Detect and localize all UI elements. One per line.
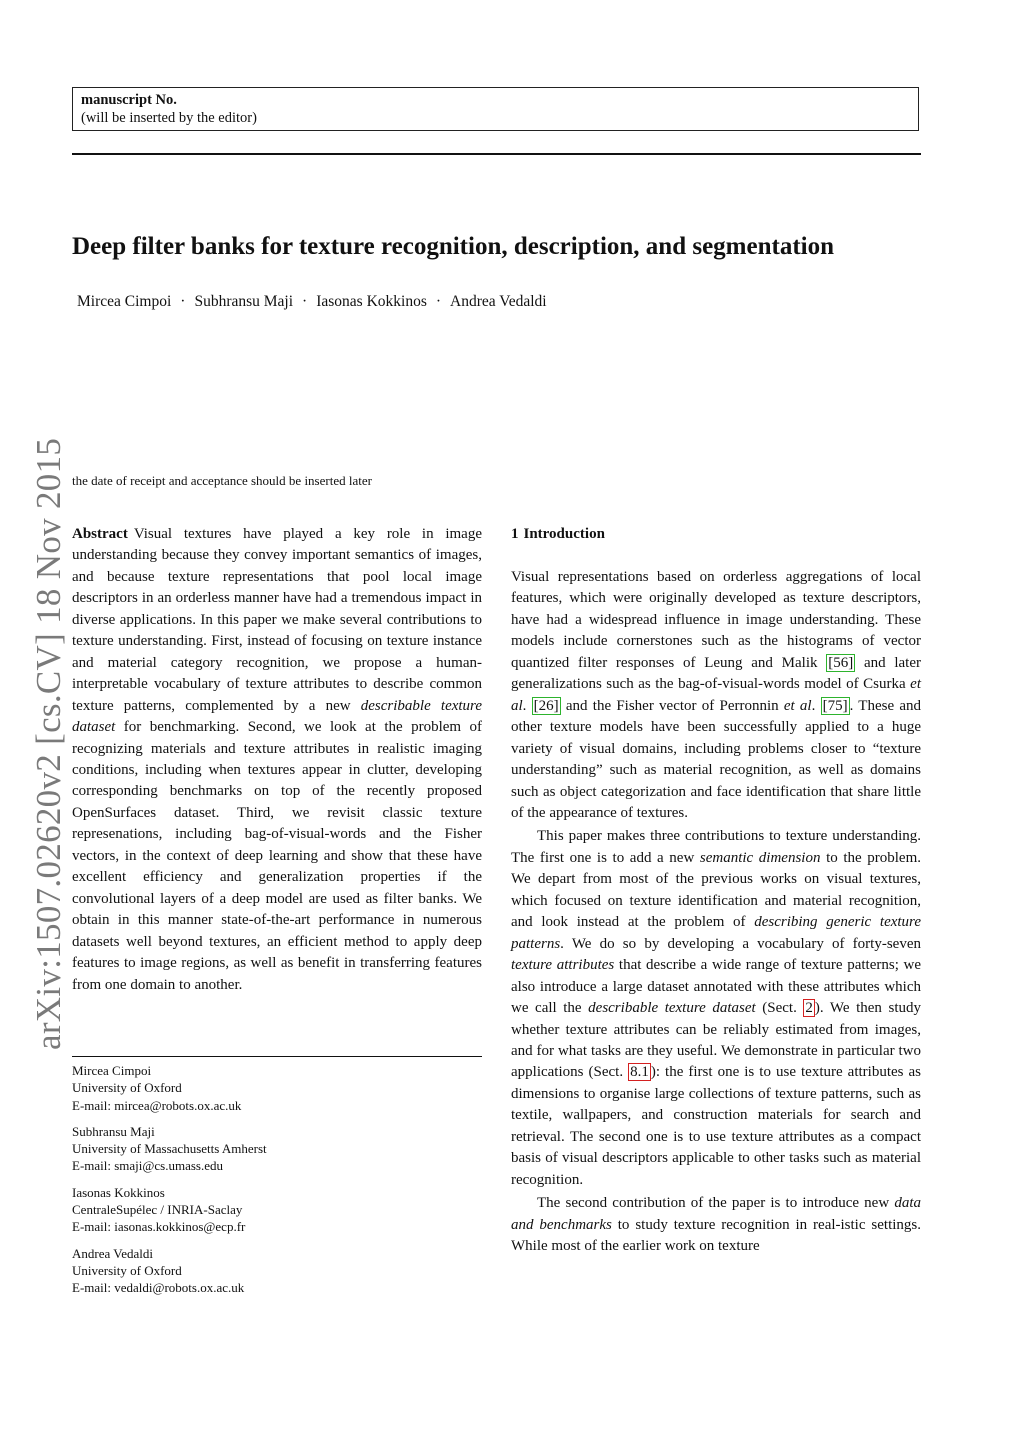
section-reference-link[interactable]: 8.1 bbox=[630, 1064, 649, 1081]
affiliation-block bbox=[72, 1184, 482, 1236]
header-rule bbox=[72, 153, 921, 155]
affiliation-institution: University of Massachusetts Amherst bbox=[72, 1141, 267, 1157]
paper-title: Deep filter banks for texture recognition, description, and segmentation bbox=[72, 233, 834, 260]
manuscript-number: manuscript No. bbox=[81, 92, 177, 108]
affiliation-block bbox=[72, 1123, 482, 1175]
footnote-rule bbox=[72, 1056, 482, 1057]
affiliation-block bbox=[72, 1245, 482, 1297]
author-name: Iasonas Kokkinos bbox=[316, 293, 427, 310]
affiliation-email: E-mail: vedaldi@robots.ox.ac.uk bbox=[72, 1280, 245, 1296]
section-title: Introduction bbox=[523, 526, 605, 542]
affiliation-email: E-mail: mircea@robots.ox.ac.uk bbox=[72, 1097, 242, 1113]
editor-note: (will be inserted by the editor) bbox=[81, 110, 257, 126]
citation-link[interactable]: [26] bbox=[533, 697, 559, 714]
affiliation-institution: University of Oxford bbox=[72, 1262, 182, 1278]
affiliation-name: Andrea Vedaldi bbox=[72, 1245, 153, 1261]
affiliation-email: E-mail: iasonas.kokkinos@ecp.fr bbox=[72, 1219, 246, 1235]
author-name: Mircea Cimpoi bbox=[77, 293, 172, 310]
affiliation-institution: CentraleSupélec / INRIA-Saclay bbox=[72, 1202, 243, 1218]
intro-paragraph-1: Visual representations based on orderless aggregations of local features, which were originally developed as texture descriptors, have had a widespread influence in image understanding. These models include cornerstones such as the histograms of vector quantized filter responses of Leung and Malik [56] and later generalizations such as the bag-of-visual-words model of Csurka et al. [26] and the Fisher vector of Perronnin et al. [75] . These and other texture models have been successfully applied to a huge variety of visual domains, including problems closer to “texture understanding” such as material recognition, as well as domains such as object categorization and face identification that share little of the appearance of textures. bbox=[511, 569, 922, 821]
receipt-note: the date of receipt and acceptance should be inserted later bbox=[72, 473, 372, 488]
intro-paragraph-3: The second contribution of the paper is to introduce new data and benchmarks to study texture recognition in real-istic settings. While most of the earlier work on texture bbox=[511, 1195, 921, 1255]
author-list bbox=[77, 292, 547, 312]
author-separator: · bbox=[180, 293, 186, 310]
citation-link[interactable]: [56] bbox=[828, 654, 854, 671]
arxiv-stamp: arXiv:1507.02620v2 [cs.CV] 18 Nov 2015 bbox=[29, 437, 68, 1050]
section-heading bbox=[511, 524, 921, 545]
author-name: Subhransu Maji bbox=[194, 293, 294, 310]
affiliation-institution: University of Oxford bbox=[72, 1080, 182, 1096]
affiliation-name: Iasonas Kokkinos bbox=[72, 1184, 165, 1200]
section-number: 1 bbox=[511, 526, 519, 542]
intro-paragraph-2: This paper makes three contributions to texture understanding. The first one is to add a new semantic dimension to the problem. We depart from most of the previous works on visual textures, which focused on texture identification and material recognition, and look instead at the problem of describing generic texture patterns. We do so by developing a vocabulary of forty-seven texture attributes that describe a wide range of texture patterns; we also introduce a large dataset annotated with these attributes which we call the describable texture dataset (Sect. 2 ). We then study whether texture attributes can be reliably estimated from images, and for what tasks are they useful. We demonstrate in particular two applications (Sect. 8.1 ): the first one is to use texture attributes as dimensions to organise large collections of texture patterns, such as textile, wallpapers, and construction materials for search and retrieval. The second one is to use texture attributes as a compact basis of visual descriptors applicable to other tasks such as material recognition. bbox=[511, 828, 922, 1188]
citation-link[interactable]: [75] bbox=[822, 697, 848, 714]
abstract: Abstract Visual textures have played a key role in image understanding because they convey important semantics of images, and because texture representations that pool local image descriptors in an orderless manner have had a tremendous impact in diverse applications. In this paper we make several contributions to texture understanding. First, instead of focusing on texture instance and material category recognition, we propose a human-interpretable vocabulary of texture attributes to describe common texture patterns, complemented by a new describable texture dataset for benchmarking. Second, we look at the problem of recognizing materials and texture attributes in realistic imaging conditions, including when textures appear in clutter, developing corresponding benchmarks on top of the recently proposed OpenSurfaces dataset. Third, we revisit classic texture represenations, including bag-of-visual-words and the Fisher vectors, in the context of deep learning and show that these have excellent efficiency and generalization properties if the convolutional layers of a deep model are used as filter banks. We obtain in this manner state-of-the-art performance in numerous datasets well beyond textures, an efficient method to apply deep features to image regions, as well as benefit in transferring features from one domain to another. bbox=[72, 526, 482, 993]
affiliations bbox=[72, 1062, 482, 1306]
author-separator: · bbox=[435, 293, 442, 310]
abstract-label: Abstract bbox=[72, 526, 128, 542]
affiliation-name: Mircea Cimpoi bbox=[72, 1063, 152, 1078]
left-column bbox=[72, 524, 482, 996]
affiliation-email: E-mail: smaji@cs.umass.edu bbox=[72, 1158, 223, 1174]
right-column bbox=[511, 524, 921, 1258]
author-separator: · bbox=[302, 293, 308, 310]
manuscript-box bbox=[72, 87, 919, 131]
affiliation-block bbox=[72, 1062, 482, 1114]
affiliation-name: Subhransu Maji bbox=[72, 1123, 155, 1139]
author-name: Andrea Vedaldi bbox=[450, 293, 547, 310]
section-reference-link[interactable]: 2 bbox=[805, 1000, 813, 1017]
